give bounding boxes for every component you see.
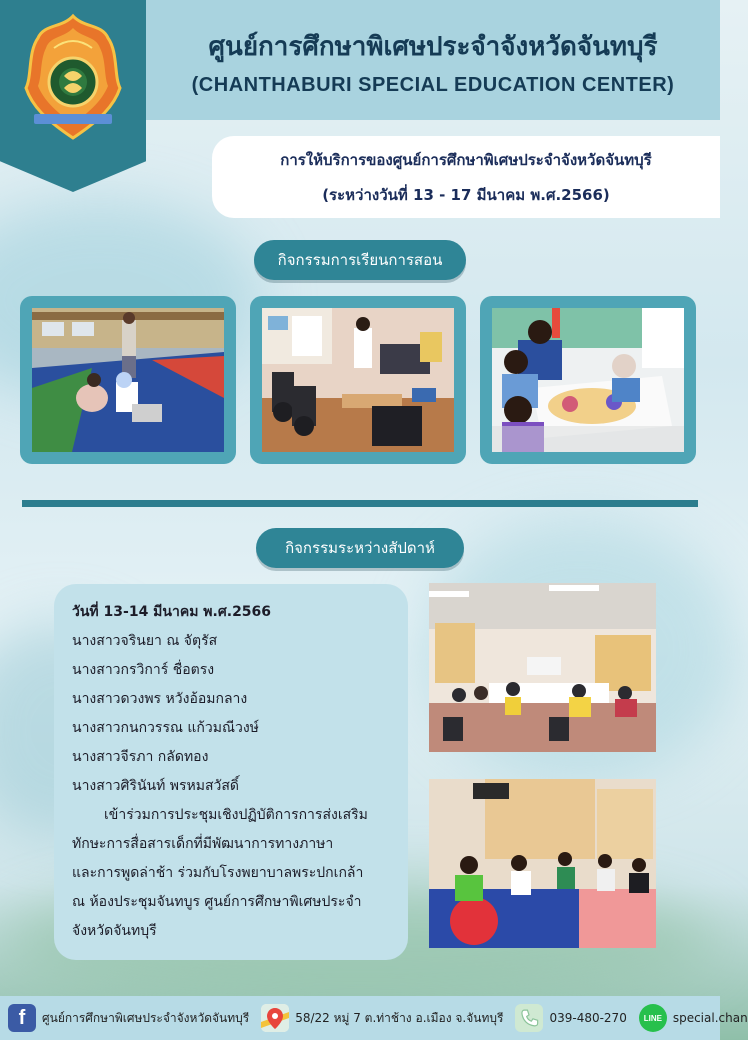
description-line: ทักษะการสื่อสารเด็กที่มีพัฒนาการทางภาษา xyxy=(72,836,334,852)
facebook-icon[interactable]: f xyxy=(8,1004,36,1032)
footer-bar xyxy=(0,996,748,1040)
school-emblem-icon xyxy=(24,14,122,142)
footer-facebook-text[interactable]: ศูนย์การศึกษาพิเศษประจำจังหวัดจันทบุรี xyxy=(42,1010,250,1025)
section-weekly-label: กิจกรรมระหว่างสัปดาห์ xyxy=(256,528,464,568)
map-pin-icon[interactable] xyxy=(261,1004,289,1032)
description-line: ณ ห้องประชุมจันทบูร ศูนย์การศึกษาพิเศษประจำ xyxy=(72,894,362,910)
photo-therapy-room xyxy=(429,779,656,948)
photo-gym-activity xyxy=(32,308,224,452)
section-teaching-label: กิจกรรมการเรียนการสอน xyxy=(254,240,466,280)
staff-name: นางสาวจีรภา กลัดทอง xyxy=(72,749,209,765)
description-line: เข้าร่วมการประชุมเชิงปฏิบัติการการส่งเสริม xyxy=(104,807,368,823)
description-line: จังหวัดจันทบุรี xyxy=(72,923,157,939)
line-app-icon[interactable]: LINE xyxy=(639,1004,667,1032)
activity-date: วันที่ 13-14 มีนาคม พ.ศ.2566 xyxy=(72,604,272,620)
staff-name: นางสาวกนกวรรณ แก้วมณีวงษ์ xyxy=(72,720,259,736)
description-line: และการพูดล่าช้า ร่วมกับโรงพยาบาลพระปกเกล้า xyxy=(72,865,364,881)
section-divider xyxy=(22,500,698,507)
phone-icon[interactable] xyxy=(515,1004,543,1032)
staff-name: นางสาวกรวิการ์ ชื่อตรง xyxy=(72,662,215,678)
staff-name: นางสาวศิรินันท์ พรหมสวัสดิ์ xyxy=(72,778,240,794)
photo-classroom xyxy=(262,308,454,452)
subtitle-box xyxy=(212,136,720,218)
subtitle-line-2: (ระหว่างวันที่ 13 - 17 มีนาคม พ.ศ.2566) xyxy=(322,186,610,204)
staff-name: นางสาวจรินยา ณ จัตุรัส xyxy=(72,633,218,649)
page-title-english: (CHANTHABURI SPECIAL EDUCATION CENTER) xyxy=(191,74,675,96)
staff-name: นางสาวดวงพร หวังอ้อมกลาง xyxy=(72,691,248,707)
photo-workshop-room xyxy=(429,583,656,752)
footer-phone-text[interactable]: 039-480-270 xyxy=(549,1011,627,1025)
subtitle-line-1: การให้บริการของศูนย์การศึกษาพิเศษประจำจังหวัดจันทบุรี xyxy=(280,151,652,169)
weekly-activity-text xyxy=(54,584,408,960)
footer-line-text[interactable]: special.chan xyxy=(672,1011,748,1025)
footer-address-text: 58/22 หมู่ 7 ต.ท่าช้าง อ.เมือง จ.จันทบุรี xyxy=(295,1010,504,1025)
photo-table-play xyxy=(492,308,684,452)
page-title-thai: ศูนย์การศึกษาพิเศษประจำจังหวัดจันทบุรี xyxy=(208,32,658,62)
